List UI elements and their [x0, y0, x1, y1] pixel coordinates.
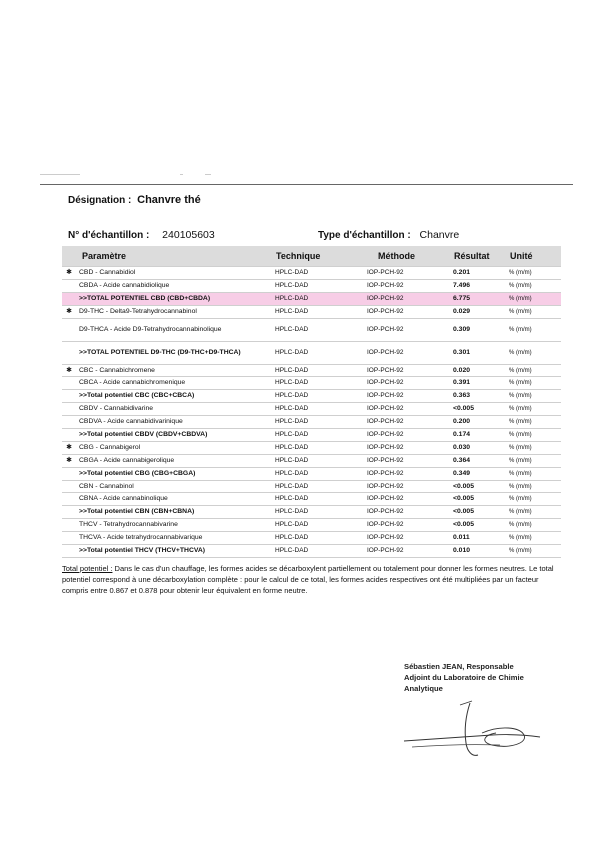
row-parametre: CBDA - Acide cannabidiolique	[76, 279, 272, 292]
row-methode: IOP-PCH-92	[364, 390, 450, 403]
row-unite: % (m/m)	[506, 506, 561, 519]
row-resultat: 6.775	[450, 292, 506, 305]
designation-value: Chanvre thé	[137, 194, 201, 206]
row-methode: IOP-PCH-92	[364, 480, 450, 493]
row-resultat: <0.005	[450, 519, 506, 532]
row-parametre: CBC - Cannabichromene	[76, 364, 272, 377]
table-row	[62, 467, 561, 480]
row-unite: % (m/m)	[506, 493, 561, 506]
row-technique: HPLC-DAD	[272, 341, 364, 364]
row-methode: IOP-PCH-92	[364, 267, 450, 280]
row-parametre: CBDVA - Acide cannabidivarinique	[76, 416, 272, 429]
sample-label: N° d'échantillon :	[68, 230, 150, 241]
row-parametre: >>TOTAL POTENTIEL CBD (CBD+CBDA)	[76, 292, 272, 305]
row-star-marker: ✱	[62, 305, 76, 318]
row-methode: IOP-PCH-92	[364, 403, 450, 416]
table-row	[62, 416, 561, 429]
row-parametre: >>Total potentiel CBDV (CBDV+CBDVA)	[76, 429, 272, 442]
row-methode: IOP-PCH-92	[364, 519, 450, 532]
row-star-marker	[62, 403, 76, 416]
row-resultat: 0.020	[450, 364, 506, 377]
header-parametre: Paramètre	[76, 246, 272, 267]
row-star-marker	[62, 292, 76, 305]
row-methode: IOP-PCH-92	[364, 467, 450, 480]
row-parametre: >>Total potentiel THCV (THCV+THCVA)	[76, 545, 272, 558]
row-star-marker	[62, 390, 76, 403]
row-resultat: 0.029	[450, 305, 506, 318]
row-star-marker	[62, 532, 76, 545]
row-technique: HPLC-DAD	[272, 403, 364, 416]
row-parametre: >>TOTAL POTENTIEL D9-THC (D9-THC+D9-THCA)	[76, 341, 272, 364]
row-parametre: >>Total potentiel CBC (CBC+CBCA)	[76, 390, 272, 403]
row-technique: HPLC-DAD	[272, 279, 364, 292]
row-unite: % (m/m)	[506, 318, 561, 341]
handwritten-signature	[400, 695, 545, 770]
row-technique: HPLC-DAD	[272, 467, 364, 480]
header-technique: Technique	[272, 246, 364, 267]
row-technique: HPLC-DAD	[272, 364, 364, 377]
row-star-marker	[62, 429, 76, 442]
row-methode: IOP-PCH-92	[364, 506, 450, 519]
row-resultat: <0.005	[450, 480, 506, 493]
row-parametre: CBGA - Acide cannabigerolique	[76, 454, 272, 467]
table-row	[62, 480, 561, 493]
type-value: Chanvre	[419, 229, 460, 241]
row-unite: % (m/m)	[506, 279, 561, 292]
row-technique: HPLC-DAD	[272, 416, 364, 429]
table-row	[62, 364, 561, 377]
table-row	[62, 377, 561, 390]
type-label: Type d'échantillon :	[318, 230, 411, 241]
row-resultat: 0.301	[450, 341, 506, 364]
header-unite: Unité	[506, 246, 561, 267]
row-methode: IOP-PCH-92	[364, 416, 450, 429]
table-row	[62, 279, 561, 292]
row-technique: HPLC-DAD	[272, 480, 364, 493]
row-parametre: CBD - Cannabidiol	[76, 267, 272, 280]
row-star-marker	[62, 279, 76, 292]
row-methode: IOP-PCH-92	[364, 532, 450, 545]
row-methode: IOP-PCH-92	[364, 377, 450, 390]
row-resultat: 0.201	[450, 267, 506, 280]
row-unite: % (m/m)	[506, 364, 561, 377]
row-resultat: 0.391	[450, 377, 506, 390]
designation	[68, 194, 201, 206]
row-methode: IOP-PCH-92	[364, 305, 450, 318]
signatory-line-2: Adjoint du Laboratoire de Chimie	[404, 673, 524, 682]
row-resultat: 0.349	[450, 467, 506, 480]
row-methode: IOP-PCH-92	[364, 493, 450, 506]
row-unite: % (m/m)	[506, 305, 561, 318]
signatory-line-3: Analytique	[404, 684, 443, 693]
row-methode: IOP-PCH-92	[364, 454, 450, 467]
table-row	[62, 305, 561, 318]
row-unite: % (m/m)	[506, 267, 561, 280]
row-star-marker	[62, 318, 76, 341]
row-parametre: >>Total potentiel CBN (CBN+CBNA)	[76, 506, 272, 519]
signatory-line-1: Sébastien JEAN, Responsable	[404, 662, 514, 671]
faint-header-marks	[40, 170, 220, 180]
row-star-marker	[62, 341, 76, 364]
row-methode: IOP-PCH-92	[364, 341, 450, 364]
row-technique: HPLC-DAD	[272, 292, 364, 305]
row-technique: HPLC-DAD	[272, 532, 364, 545]
row-unite: % (m/m)	[506, 519, 561, 532]
table-row	[62, 267, 561, 280]
table-row	[62, 429, 561, 442]
row-parametre: CBG - Cannabigerol	[76, 441, 272, 454]
table-row	[62, 493, 561, 506]
row-methode: IOP-PCH-92	[364, 292, 450, 305]
row-unite: % (m/m)	[506, 429, 561, 442]
row-unite: % (m/m)	[506, 377, 561, 390]
row-unite: % (m/m)	[506, 480, 561, 493]
row-resultat: 0.030	[450, 441, 506, 454]
row-parametre: D9-THC - Delta9-Tetrahydrocannabinol	[76, 305, 272, 318]
row-parametre: CBCA - Acide cannabichromenique	[76, 377, 272, 390]
row-methode: IOP-PCH-92	[364, 318, 450, 341]
row-star-marker	[62, 545, 76, 558]
row-technique: HPLC-DAD	[272, 318, 364, 341]
header-resultat: Résultat	[450, 246, 506, 267]
note-text: Dans le cas d'un chauffage, les formes acides se décarboxylent partiellement ou totalement pour donner les formes neutres. Le total potentiel correspond à une décarboxylation complète : pour le calcul de ce total, les formes acides respectives ont été multipliées par un facteur compris entre 0.867 et 0.878 pour obtenir leur équivalent en forme neutre.	[62, 564, 554, 595]
row-methode: IOP-PCH-92	[364, 279, 450, 292]
table-row	[62, 454, 561, 467]
row-parametre: CBDV - Cannabidivarine	[76, 403, 272, 416]
row-resultat: <0.005	[450, 493, 506, 506]
row-methode: IOP-PCH-92	[364, 441, 450, 454]
table-row	[62, 341, 561, 364]
designation-label: Désignation :	[68, 195, 132, 206]
row-star-marker	[62, 493, 76, 506]
table-row	[62, 292, 561, 305]
row-unite: % (m/m)	[506, 467, 561, 480]
row-resultat: <0.005	[450, 403, 506, 416]
table-row	[62, 318, 561, 341]
row-technique: HPLC-DAD	[272, 267, 364, 280]
row-technique: HPLC-DAD	[272, 377, 364, 390]
row-resultat: 0.011	[450, 532, 506, 545]
row-star-marker	[62, 506, 76, 519]
row-resultat: 0.010	[450, 545, 506, 558]
row-methode: IOP-PCH-92	[364, 364, 450, 377]
row-resultat: <0.005	[450, 506, 506, 519]
row-star-marker	[62, 416, 76, 429]
row-technique: HPLC-DAD	[272, 454, 364, 467]
header-rule	[40, 184, 573, 185]
row-methode: IOP-PCH-92	[364, 545, 450, 558]
row-resultat: 0.364	[450, 454, 506, 467]
row-parametre: CBNA - Acide cannabinolique	[76, 493, 272, 506]
signatory-block	[404, 661, 524, 694]
row-technique: HPLC-DAD	[272, 545, 364, 558]
header-star	[62, 246, 76, 267]
note-label: Total potentiel :	[62, 564, 113, 573]
table-row	[62, 532, 561, 545]
row-star-marker: ✱	[62, 454, 76, 467]
row-parametre: CBN - Cannabinol	[76, 480, 272, 493]
row-technique: HPLC-DAD	[272, 305, 364, 318]
results-table	[62, 246, 561, 558]
row-methode: IOP-PCH-92	[364, 429, 450, 442]
table-row	[62, 506, 561, 519]
row-parametre: D9-THCA - Acide D9-Tetrahydrocannabinolique	[76, 318, 272, 341]
row-star-marker	[62, 480, 76, 493]
row-star-marker	[62, 467, 76, 480]
row-parametre: THCVA - Acide tetrahydrocannabivarique	[76, 532, 272, 545]
row-technique: HPLC-DAD	[272, 390, 364, 403]
total-potentiel-note	[62, 563, 560, 596]
row-parametre: >>Total potentiel CBG (CBG+CBGA)	[76, 467, 272, 480]
row-technique: HPLC-DAD	[272, 441, 364, 454]
table-row	[62, 519, 561, 532]
row-unite: % (m/m)	[506, 390, 561, 403]
row-technique: HPLC-DAD	[272, 519, 364, 532]
row-unite: % (m/m)	[506, 454, 561, 467]
row-star-marker	[62, 519, 76, 532]
row-unite: % (m/m)	[506, 292, 561, 305]
row-unite: % (m/m)	[506, 341, 561, 364]
row-unite: % (m/m)	[506, 545, 561, 558]
row-unite: % (m/m)	[506, 403, 561, 416]
row-resultat: 0.200	[450, 416, 506, 429]
row-resultat: 0.363	[450, 390, 506, 403]
row-unite: % (m/m)	[506, 416, 561, 429]
sample-number	[68, 229, 215, 241]
table-row	[62, 390, 561, 403]
row-star-marker: ✱	[62, 267, 76, 280]
row-star-marker: ✱	[62, 441, 76, 454]
sample-value: 240105603	[162, 229, 215, 241]
row-resultat: 0.309	[450, 318, 506, 341]
row-parametre: THCV - Tetrahydrocannabivarine	[76, 519, 272, 532]
table-row	[62, 403, 561, 416]
row-technique: HPLC-DAD	[272, 506, 364, 519]
row-star-marker: ✱	[62, 364, 76, 377]
row-resultat: 0.174	[450, 429, 506, 442]
row-unite: % (m/m)	[506, 441, 561, 454]
row-unite: % (m/m)	[506, 532, 561, 545]
table-row	[62, 545, 561, 558]
sample-type	[318, 229, 459, 241]
row-technique: HPLC-DAD	[272, 493, 364, 506]
table-row	[62, 441, 561, 454]
row-technique: HPLC-DAD	[272, 429, 364, 442]
row-resultat: 7.496	[450, 279, 506, 292]
row-star-marker	[62, 377, 76, 390]
table-header-row	[62, 246, 561, 267]
header-methode: Méthode	[364, 246, 450, 267]
